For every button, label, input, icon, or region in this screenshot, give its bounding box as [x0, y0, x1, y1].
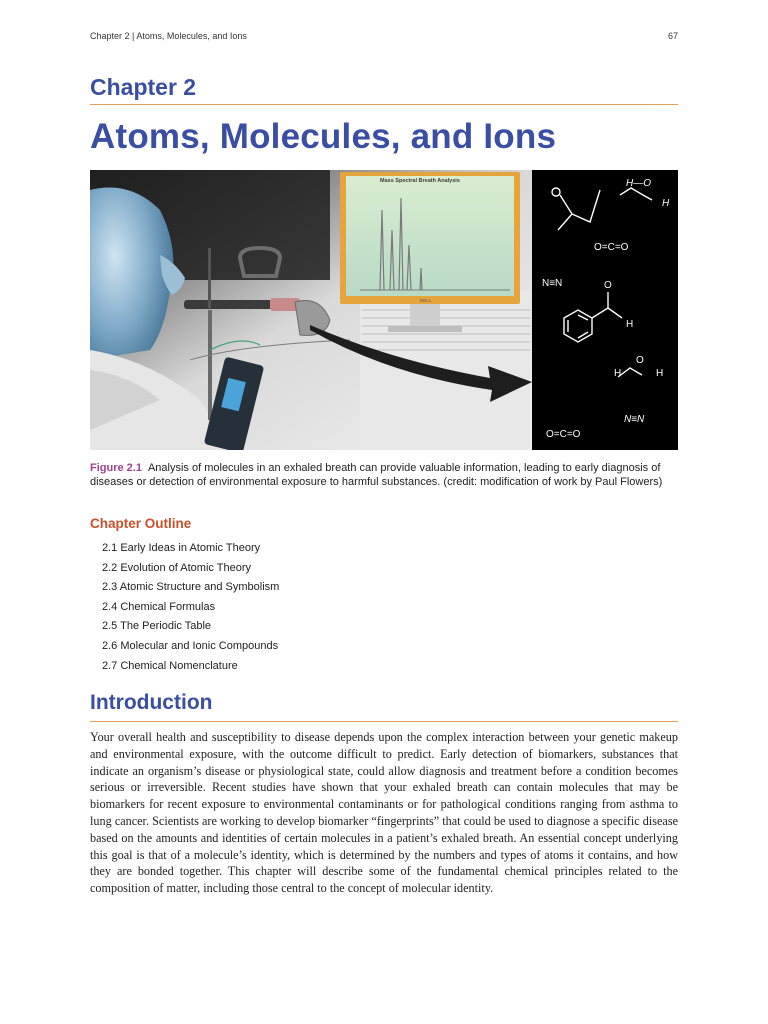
figure-caption-text: Analysis of molecules in an exhaled breath can provide valuable information, leading to early diagnosis of diseases or detection of environmental exposure to harmful substances. (credit: modification of work by Paul Flowers)	[90, 462, 663, 488]
outline-title: Chapter Outline	[90, 516, 192, 531]
figure-caption	[90, 461, 678, 489]
page-number: 67	[667, 31, 678, 41]
running-head-title: Chapter 2 | Atoms, Molecules, and Ions	[90, 31, 247, 41]
svg-text:H—O: H—O	[626, 178, 651, 189]
svg-text:H: H	[614, 368, 622, 379]
outline-item-2-2[interactable]: 2.2 Evolution of Atomic Theory	[102, 561, 251, 574]
outline-item-2-1[interactable]: 2.1 Early Ideas in Atomic Theory	[102, 542, 261, 554]
svg-text:O=C=O: O=C=O	[546, 429, 581, 440]
svg-text:H: H	[656, 368, 664, 379]
running-head	[90, 31, 678, 45]
chapter-title: Atoms, Molecules, and Ions	[90, 117, 557, 156]
chapter-rule	[90, 104, 678, 105]
svg-text:O=C=O: O=C=O	[594, 242, 629, 253]
outline-item-2-6[interactable]: 2.6 Molecular and Ionic Compounds	[102, 639, 279, 652]
introduction-rule	[90, 721, 678, 722]
outline-item-2-3[interactable]: 2.3 Atomic Structure and Symbolism	[102, 581, 280, 594]
svg-text:O: O	[604, 280, 612, 291]
outline-item-2-7[interactable]: 2.7 Chemical Nomenclature	[102, 659, 238, 672]
outline-item-2-4[interactable]: 2.4 Chemical Formulas	[102, 600, 216, 613]
svg-text:N≡N: N≡N	[624, 414, 645, 425]
introduction-heading: Introduction	[90, 691, 213, 714]
outline-item-2-5[interactable]: 2.5 The Periodic Table	[102, 620, 212, 633]
introduction-body: Your overall health and susceptibility to disease depends upon the complex interaction between your genetic makeup and environmental exposure, with the outcome difficult to predict. Early detection of biomarkers, substances that indicate an organism’s disease or physiological state, could allow diagnosis and treatment before a condition becomes serious or irreversible. Recent studies have shown that your exhaled breath can contain molecules that may be biomarkers for recent exposure to environmental contaminants or for pathological conditions ranging from asthma to lung cancer. Scientists are working to develop biomarker “fingerprints” that could be used to diagnose a specific disease based on the amounts and identities of certain molecules in a patient’s exhaled breath. An essential concept underlying this goal is that of a molecule’s identity, which is determined by the numbers and types of atoms it contains, and how they are bonded together. This chapter will describe some of the fundamental chemical principles related to the composition of matter, including those central to the concept of molecular identity.	[90, 730, 678, 896]
figure-illustration	[90, 170, 678, 450]
chapter-outline	[102, 540, 279, 677]
chapter-figure	[90, 170, 678, 450]
monitor-brand: DELL	[420, 298, 432, 303]
svg-text:H: H	[626, 319, 634, 330]
svg-text:H: H	[662, 198, 670, 209]
svg-text:O: O	[636, 355, 644, 366]
figure-number: Figure 2.1	[90, 462, 142, 474]
chapter-label: Chapter 2	[90, 74, 197, 100]
svg-text:N≡N: N≡N	[542, 278, 563, 289]
screen-title: Mass Spectral Breath Analysis	[380, 178, 460, 184]
